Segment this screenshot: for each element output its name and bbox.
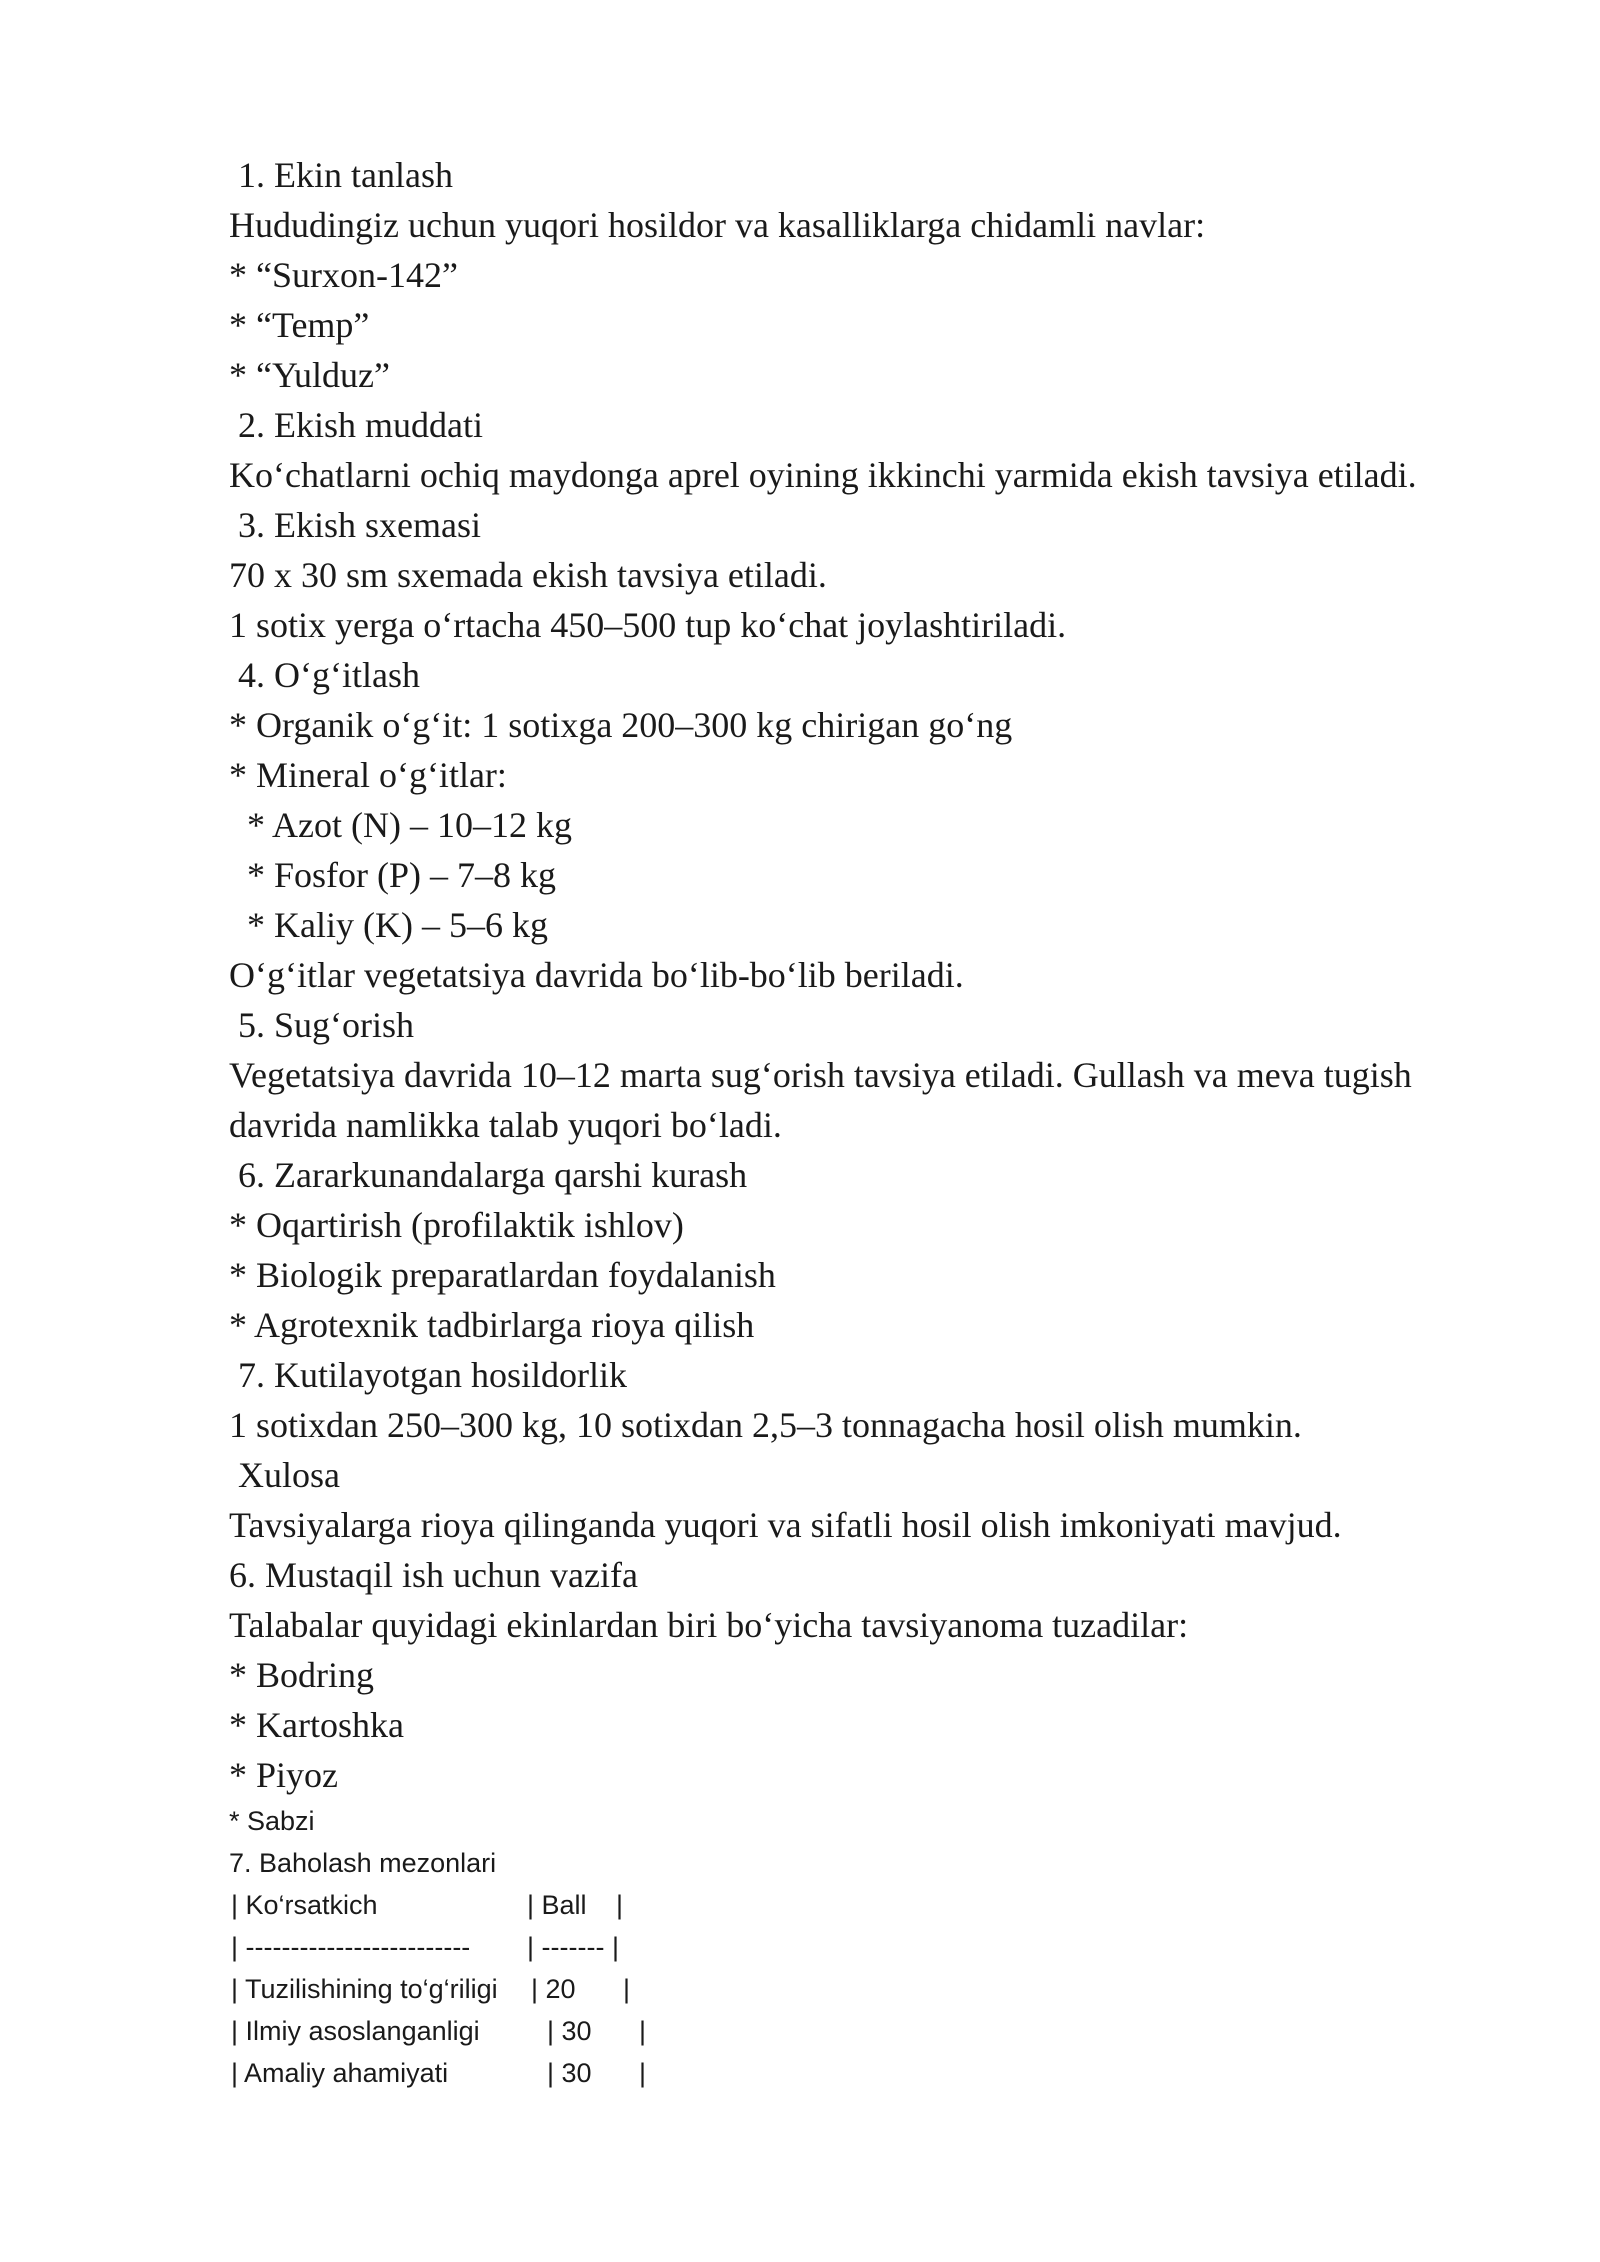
paragraph-line: Ko‘chatlarni ochiq maydonga aprel oyining ikkinchi yarmida ekish tavsiya etiladi. (229, 455, 1417, 495)
heading-hosildorlik: 7. Kutilayotgan hosildorlik (229, 1355, 627, 1395)
heading-xulosa: Xulosa (229, 1455, 340, 1495)
table-cell: | Amaliy ahamiyati (231, 2058, 449, 2088)
table-cell: | (623, 1974, 631, 2004)
table-header-row (229, 1884, 1529, 1926)
heading-ogitlash: 4. O‘g‘itlash (229, 655, 420, 695)
sub-bullet-item: * Fosfor (P) – 7–8 kg (229, 855, 557, 895)
paragraph-line: 1 sotixdan 250–300 kg, 10 sotixdan 2,5–3 tonnagacha hosil olish mumkin. (229, 1405, 1302, 1445)
heading-ekin-tanlash: 1. Ekin tanlash (229, 155, 453, 195)
table-cell: | Ilmiy asoslanganligi (231, 2016, 480, 2046)
bullet-item-small: * Sabzi (229, 1806, 315, 1836)
heading-ekish-muddati: 2. Ekish muddati (229, 405, 483, 445)
paragraph-line: O‘g‘itlar vegetatsiya davrida bo‘lib-bo‘lib beriladi. (229, 955, 964, 995)
table-cell: | 30 (547, 2016, 592, 2046)
paragraph-line: Talabalar quyidagi ekinlardan biri bo‘yicha tavsiyanoma tuzadilar: (229, 1605, 1189, 1645)
paragraph-line: Hududingiz uchun yuqori hosildor va kasalliklarga chidamli navlar: (229, 205, 1206, 245)
paragraph-line: 1 sotix yerga o‘rtacha 450–500 tup ko‘chat joylashtiriladi. (229, 605, 1067, 645)
heading-baholash-mezonlari: 7. Baholash mezonlari (229, 1848, 497, 1878)
bullet-item: * Organik o‘g‘it: 1 sotixga 200–300 kg chirigan go‘ng (229, 705, 1013, 745)
bullet-item: * Agrotexnik tadbirlarga rioya qilish (229, 1305, 755, 1345)
table-row (229, 2010, 1529, 2052)
sub-bullet-item: * Azot (N) – 10–12 kg (229, 805, 572, 845)
document-page (229, 150, 1529, 2094)
table-cell: | 30 (547, 2058, 592, 2088)
bullet-item: * Kartoshka (229, 1705, 404, 1745)
table-cell: | (639, 2016, 647, 2046)
bullet-item: * Bodring (229, 1655, 375, 1695)
table-row (229, 2052, 1529, 2094)
bullet-item: * “Temp” (229, 305, 370, 345)
table-cell: | 20 (531, 1974, 576, 2004)
paragraph-wrapped: Vegetatsiya davrida 10–12 marta sug‘orish tavsiya etiladi. Gullash va meva tugish davrida namlikka talab yuqori bo‘ladi. (229, 1055, 1412, 1145)
bullet-item: * “Yulduz” (229, 355, 390, 395)
table-row (229, 1968, 1529, 2010)
paragraph-line: Tavsiyalarga rioya qilinganda yuqori va sifatli hosil olish imkoniyati mavjud. (229, 1505, 1342, 1545)
table-header-cell: | Ball (527, 1890, 587, 1920)
bullet-item: * Mineral o‘g‘itlar: (229, 755, 507, 795)
table-separator-cell: | ------------------------- (231, 1932, 471, 1962)
heading-sugorish: 5. Sug‘orish (229, 1005, 415, 1045)
sub-bullet-item: * Kaliy (K) – 5–6 kg (229, 905, 548, 945)
table-separator-cell: | ------- | (527, 1932, 619, 1962)
bullet-item: * “Surxon-142” (229, 255, 458, 295)
table-header-cell: | Ko‘rsatkich (231, 1890, 378, 1920)
heading-zararkunandalar: 6. Zararkunandalarga qarshi kurash (229, 1155, 748, 1195)
bullet-item: * Piyoz (229, 1755, 339, 1795)
table-cell: | Tuzilishining to‘g‘riligi (231, 1974, 498, 2004)
heading-mustaqil-ish: 6. Mustaqil ish uchun vazifa (229, 1555, 638, 1595)
table-cell: | (639, 2058, 647, 2088)
assessment-section (229, 1800, 1529, 2094)
bullet-item: * Oqartirish (profilaktik ishlov) (229, 1205, 684, 1245)
bullet-item: * Biologik preparatlardan foydalanish (229, 1255, 776, 1295)
table-header-cell: | (616, 1890, 624, 1920)
paragraph-line: 70 x 30 sm sxemada ekish tavsiya etiladi. (229, 555, 827, 595)
heading-ekish-sxemasi: 3. Ekish sxemasi (229, 505, 481, 545)
table-separator-row (229, 1926, 1529, 1968)
